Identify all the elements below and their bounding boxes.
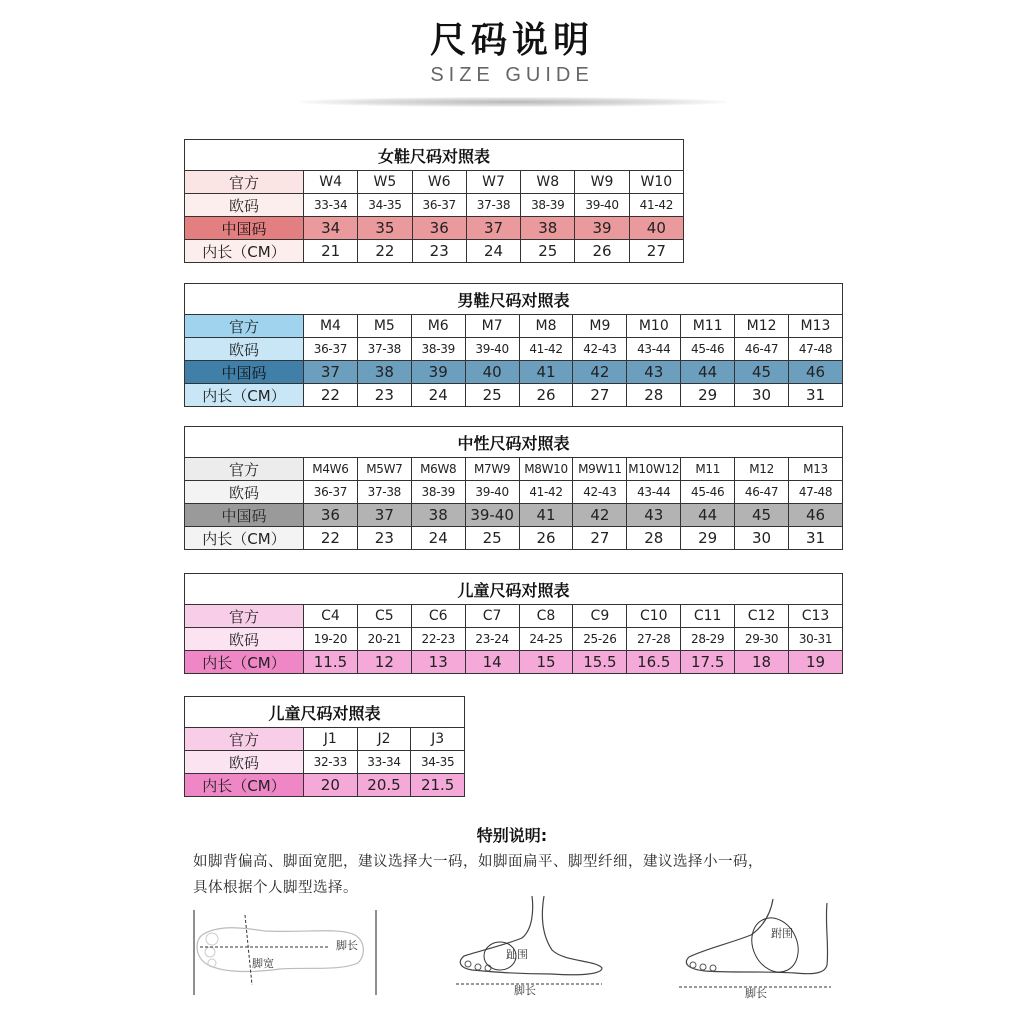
women-size-table [184,139,684,263]
men-row-euro: 欧码 36-37 37-38 38-39 39-40 41-42 42-43 43-44 45-46 46-47 47-48 [185,338,843,361]
size-cell: 36-37 [412,194,466,217]
size-cell: 41 [519,361,573,384]
size-cell: 41-42 [519,481,573,504]
men-row-official: 官方 M4 M5 M6 M7 M8 M9 M10 M11 M12 M13 [185,315,843,338]
size-cell: 45-46 [681,481,735,504]
size-cell: 29-30 [735,628,789,651]
notes-line-1: 如脚背偏高、脚面宽肥，建议选择大一码，如脚面扁平、脚型纤细，建议选择小一码， [193,854,763,870]
size-cell: 47-48 [789,481,843,504]
foot-top-view-diagram [190,905,390,1005]
kids-size-table [184,573,843,674]
size-cell: 26 [575,240,629,263]
size-cell: M9W11 [573,458,627,481]
size-cell: 28-29 [681,628,735,651]
size-cell: 37 [357,504,411,527]
unisex-row-euro: 欧码 36-37 37-38 38-39 39-40 41-42 42-43 43-44 45-46 46-47 47-48 [185,481,843,504]
women-row-official: 官方 W4 W5 W6 W7 W8 W9 W10 [185,171,684,194]
size-cell: C8 [519,605,573,628]
size-cell: 13 [411,651,465,674]
size-cell: 36 [304,504,358,527]
size-cell: 39-40 [465,481,519,504]
size-cell: 41-42 [519,338,573,361]
size-cell: 42 [573,361,627,384]
size-cell: J1 [304,728,358,751]
size-cell: M12 [735,315,789,338]
foot-length-label-3: 脚长 [745,987,767,1000]
size-cell: M5 [357,315,411,338]
size-cell: W5 [358,171,412,194]
foot-width-label: 脚宽 [252,957,274,970]
size-cell: 15.5 [573,651,627,674]
size-cell: 24-25 [519,628,573,651]
size-cell: C11 [681,605,735,628]
size-cell: 42-43 [573,338,627,361]
size-cell: 25 [521,240,575,263]
youth-row-length: 内长（CM） 20 20.5 21.5 [185,774,465,797]
unisex-size-table [184,426,843,550]
men-size-table [184,283,843,407]
page-title: 尺码说明 [429,20,594,61]
women-table-caption: 女鞋尺码对照表 [185,140,684,171]
size-cell: 19-20 [304,628,358,651]
women-row-euro: 欧码 33-34 34-35 36-37 37-38 38-39 39-40 41-42 [185,194,684,217]
size-cell: J3 [411,728,465,751]
foot-side-view-toe-diagram [452,890,607,1000]
size-cell: 22 [304,527,358,550]
size-cell: 22 [358,240,412,263]
size-cell: 38 [411,504,465,527]
men-row-china: 中国码 37 38 39 40 41 42 43 44 45 46 [185,361,843,384]
size-cell: M8 [519,315,573,338]
size-cell: 28 [627,384,681,407]
men-table-caption: 男鞋尺码对照表 [185,284,843,315]
size-cell: 37-38 [357,481,411,504]
size-cell: 39-40 [465,504,519,527]
size-cell: W6 [412,171,466,194]
size-cell: 12 [357,651,411,674]
size-cell: M13 [789,315,843,338]
size-cell: M9 [573,315,627,338]
size-cell: M12 [735,458,789,481]
size-cell: C7 [465,605,519,628]
men-row-length: 内长（CM） 22 23 24 25 26 27 28 29 30 31 [185,384,843,407]
size-cell: 20 [304,774,358,797]
size-cell: 14 [465,651,519,674]
size-cell: 27 [629,240,683,263]
size-cell: 29 [681,527,735,550]
unisex-row-official: 官方 M4W6 M5W7 M6W8 M7W9 M8W10 M9W11 M10W12 M11 M12 M13 [185,458,843,481]
size-cell: 39 [575,217,629,240]
title-shadow-divider [300,97,726,107]
size-cell: M5W7 [357,458,411,481]
kids-table-caption: 儿童尺码对照表 [185,574,843,605]
size-cell: 41-42 [629,194,683,217]
size-cell: 38 [357,361,411,384]
size-cell: 33-34 [357,751,411,774]
size-cell: 15 [519,651,573,674]
size-cell: M4W6 [304,458,358,481]
size-cell: 39-40 [465,338,519,361]
size-cell: 19 [789,651,843,674]
size-cell: C12 [735,605,789,628]
size-cell: W9 [575,171,629,194]
kids-row-official: 官方 C4 C5 C6 C7 C8 C9 C10 C11 C12 C13 [185,605,843,628]
size-cell: 31 [789,527,843,550]
size-cell: 35 [358,217,412,240]
size-cell: 18 [735,651,789,674]
size-cell: 34-35 [358,194,412,217]
foot-length-label-2: 脚长 [514,984,536,997]
size-cell: 34-35 [411,751,465,774]
unisex-table-caption: 中性尺码对照表 [185,427,843,458]
size-cell: 46 [789,361,843,384]
size-cell: 36-37 [304,338,358,361]
size-cell: 45 [735,504,789,527]
size-cell: 42 [573,504,627,527]
size-cell: 46-47 [735,481,789,504]
size-cell: 28 [627,527,681,550]
size-cell: 21.5 [411,774,465,797]
size-cell: M4 [304,315,358,338]
size-cell: 23-24 [465,628,519,651]
size-cell: 36-37 [304,481,358,504]
size-cell: 30-31 [789,628,843,651]
size-cell: 34 [304,217,358,240]
size-cell: 27 [573,384,627,407]
size-cell: 20.5 [357,774,411,797]
size-cell: 25 [465,384,519,407]
unisex-row-length: 内长（CM） 22 23 24 25 26 27 28 29 30 31 [185,527,843,550]
youth-row-official: 官方 J1 J2 J3 [185,728,465,751]
women-row-length: 内长（CM） 21 22 23 24 25 26 27 [185,240,684,263]
size-cell: 43 [627,504,681,527]
size-cell: 27-28 [627,628,681,651]
size-cell: 43-44 [627,338,681,361]
size-cell: 31 [789,384,843,407]
notes-title: 特别说明: [476,826,548,845]
size-cell: M8W10 [519,458,573,481]
size-cell: M13 [789,458,843,481]
size-cell: 36 [412,217,466,240]
size-cell: 22 [304,384,358,407]
size-cell: C9 [573,605,627,628]
size-cell: C10 [627,605,681,628]
size-cell: M10 [627,315,681,338]
size-cell: W4 [304,171,358,194]
size-cell: 23 [412,240,466,263]
size-cell: 26 [519,527,573,550]
size-cell: 45-46 [681,338,735,361]
size-cell: 44 [681,361,735,384]
youth-row-euro: 欧码 32-33 33-34 34-35 [185,751,465,774]
size-cell: C5 [357,605,411,628]
size-cell: 25-26 [573,628,627,651]
size-cell: C6 [411,605,465,628]
size-cell: M11 [681,458,735,481]
unisex-row-china: 中国码 36 37 38 39-40 41 42 43 44 45 46 [185,504,843,527]
size-cell: 38-39 [411,481,465,504]
size-cell: 23 [357,527,411,550]
size-cell: 38-39 [521,194,575,217]
size-cell: 39 [411,361,465,384]
size-cell: 46 [789,504,843,527]
women-row-china: 中国码 34 35 36 37 38 39 40 [185,217,684,240]
instep-girth-label: 跗围 [771,927,793,940]
size-cell: M6W8 [411,458,465,481]
size-cell: 20-21 [357,628,411,651]
size-cell: C4 [304,605,358,628]
size-cell: 43-44 [627,481,681,504]
size-cell: 40 [465,361,519,384]
size-cell: W10 [629,171,683,194]
size-cell: 44 [681,504,735,527]
size-cell: 11.5 [304,651,358,674]
size-cell: 43 [627,361,681,384]
size-cell: 21 [304,240,358,263]
size-cell: 37-38 [357,338,411,361]
toe-girth-label: 趾围 [506,948,528,961]
size-cell: 37 [466,217,520,240]
size-cell: 37-38 [466,194,520,217]
notes-line-2: 具体根据个人脚型选择。 [193,880,358,896]
size-cell: 38 [521,217,575,240]
size-cell: 32-33 [304,751,358,774]
size-cell: M6 [411,315,465,338]
size-cell: 42-43 [573,481,627,504]
size-cell: 17.5 [681,651,735,674]
size-cell: 47-48 [789,338,843,361]
size-cell: 25 [465,527,519,550]
size-cell: 30 [735,384,789,407]
size-cell: M10W12 [627,458,681,481]
size-cell: M7 [465,315,519,338]
size-cell: W7 [466,171,520,194]
foot-length-label: 脚长 [336,939,358,952]
size-cell: 45 [735,361,789,384]
size-cell: 46-47 [735,338,789,361]
size-cell: J2 [357,728,411,751]
size-cell: 30 [735,527,789,550]
page-subtitle: SIZE GUIDE [430,64,594,86]
size-cell: 22-23 [411,628,465,651]
size-cell: 16.5 [627,651,681,674]
size-cell: 29 [681,384,735,407]
size-cell: 33-34 [304,194,358,217]
size-cell: 24 [466,240,520,263]
size-cell: 24 [411,527,465,550]
size-cell: C13 [789,605,843,628]
foot-side-view-instep-diagram [675,895,835,1005]
size-cell: 39-40 [575,194,629,217]
size-cell: W8 [521,171,575,194]
size-cell: 27 [573,527,627,550]
size-cell: 23 [357,384,411,407]
size-cell: 41 [519,504,573,527]
kids-row-length: 内长（CM） 11.5 12 13 14 15 15.5 16.5 17.5 18 19 [185,651,843,674]
size-cell: M7W9 [465,458,519,481]
youth-table-caption: 儿童尺码对照表 [185,697,465,728]
size-cell: 37 [304,361,358,384]
youth-size-table [184,696,465,797]
kids-row-euro: 欧码 19-20 20-21 22-23 23-24 24-25 25-26 27-28 28-29 29-30 30-31 [185,628,843,651]
size-cell: 40 [629,217,683,240]
size-cell: 26 [519,384,573,407]
size-cell: 24 [411,384,465,407]
size-cell: M11 [681,315,735,338]
size-cell: 38-39 [411,338,465,361]
